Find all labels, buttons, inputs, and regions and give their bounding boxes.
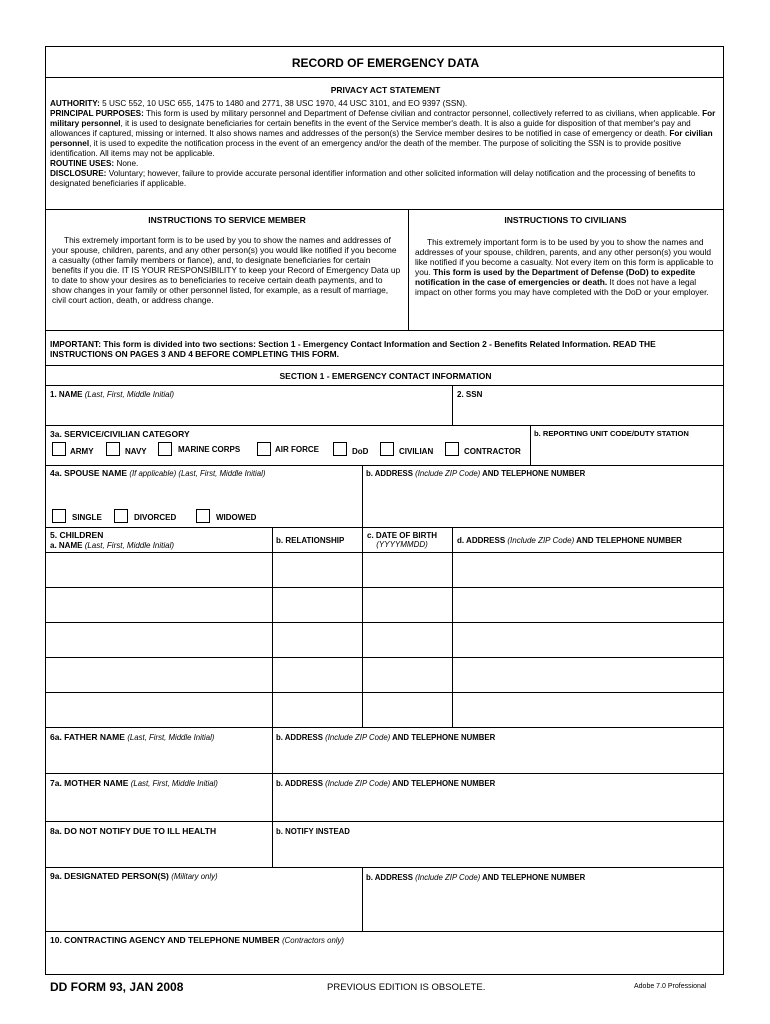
widowed-checkbox[interactable]: [196, 509, 210, 523]
child-row[interactable]: [46, 553, 723, 587]
father-address-field[interactable]: [276, 745, 720, 771]
contractor-label: CONTRACTOR: [464, 447, 521, 456]
reporting-unit-field[interactable]: [534, 441, 720, 463]
children-label: 5. CHILDREN: [50, 530, 104, 540]
purposes-bold: For military personnel: [50, 109, 716, 128]
divider: [46, 425, 723, 426]
divider: [408, 209, 409, 330]
do-not-notify-field[interactable]: [50, 839, 268, 865]
contractor-checkbox[interactable]: [445, 442, 459, 456]
army-label: ARMY: [70, 447, 94, 456]
purposes-text: , it is used to expedite the notification process in the event of an emergency and/or the death of the member. The purpose of soliciting the SSN is to provide positive identification. All items may not be applicable.: [50, 139, 682, 158]
marine-corps-label: MARINE CORPS: [178, 445, 241, 454]
divider: [46, 821, 723, 822]
air-force-label: AIR FORCE: [275, 445, 319, 454]
divorced-checkbox[interactable]: [114, 509, 128, 523]
civilian-bold-text: This form is used by the Department of Defense (DoD) to expedite notification in the case of emergencies or death.: [415, 267, 696, 287]
civilian-text: It does not have a legal impact on other forms you may have completed with the DoD or your employer.: [415, 277, 709, 297]
dod-checkbox[interactable]: [333, 442, 347, 456]
mother-address-field[interactable]: [276, 791, 720, 819]
father-address-label: b. ADDRESS (Include ZIP Code) AND TELEPHONE NUMBER: [276, 733, 496, 742]
designated-address-label: b. ADDRESS (Include ZIP Code) AND TELEPHONE NUMBER: [366, 873, 586, 882]
civilian-instructions-text: [415, 237, 720, 297]
divider: [46, 931, 723, 932]
name-field[interactable]: [50, 400, 448, 422]
routine-label: ROUTINE USES:: [50, 159, 115, 168]
child-row[interactable]: [46, 588, 723, 622]
routine-text: None.: [116, 159, 139, 168]
form-id: DD FORM 93, JAN 2008: [50, 980, 184, 994]
widowed-label: WIDOWED: [216, 513, 257, 522]
form-title: RECORD OF EMERGENCY DATA: [291, 56, 480, 70]
divider: [362, 867, 363, 931]
designated-person-field[interactable]: [50, 885, 358, 929]
ssn-label: 2. SSN: [457, 390, 483, 399]
contracting-agency-label: 10. CONTRACTING AGENCY AND TELEPHONE NUMBER (Contractors only): [50, 935, 345, 945]
divider: [272, 773, 273, 821]
divider: [272, 821, 273, 867]
father-name-label: 6a. FATHER NAME (Last, First, Middle Initial): [50, 732, 215, 742]
divider: [46, 365, 723, 366]
single-checkbox[interactable]: [52, 509, 66, 523]
civilian-instructions-heading: INSTRUCTIONS TO CIVILIANS: [504, 215, 627, 225]
purposes-bold: For civilian personnel: [50, 129, 713, 148]
relationship-label: b. RELATIONSHIP: [276, 536, 345, 545]
purposes-text: This form is used by military personnel and Department of Defense civilian and contractor personnel, collectively referred to as civilians, when applicable.: [146, 109, 700, 118]
child-row[interactable]: [46, 623, 723, 657]
designated-address-field[interactable]: [366, 885, 720, 929]
ssn-field[interactable]: [456, 400, 720, 422]
civilian-label: CIVILIAN: [399, 447, 434, 456]
spouse-address-label: b. ADDRESS (Include ZIP Code) AND TELEPHONE NUMBER: [366, 469, 586, 478]
spouse-address-field[interactable]: [366, 481, 720, 525]
civilian-checkbox[interactable]: [380, 442, 394, 456]
spouse-name-field[interactable]: [50, 481, 358, 505]
navy-checkbox[interactable]: [106, 442, 120, 456]
divider: [46, 527, 723, 528]
divider: [46, 465, 723, 466]
privacy-heading: PRIVACY ACT STATEMENT: [330, 85, 441, 95]
divider: [46, 867, 723, 868]
father-name-field[interactable]: [50, 745, 268, 771]
mother-name-field[interactable]: [50, 791, 268, 819]
civilian-text: This extremely important form is to be used by you to show the names and addresses of your spouse, children, parents, and any other person(s) you would like notified if you become a casualty. Not every item on this form is applicable to you.: [415, 237, 714, 277]
emergency-data-form: [45, 46, 724, 975]
marine-corps-checkbox[interactable]: [158, 442, 172, 456]
notify-instead-label: b. NOTIFY INSTEAD: [276, 827, 350, 836]
contracting-agency-field[interactable]: [50, 947, 720, 971]
privacy-statement: [50, 99, 720, 189]
name-label: 1. NAME (Last, First, Middle Initial): [50, 390, 175, 399]
mother-name-label: 7a. MOTHER NAME (Last, First, Middle Initial): [50, 778, 218, 788]
notify-instead-field[interactable]: [276, 839, 720, 865]
dob-label: c. DATE OF BIRTH (YYYYMMDD): [367, 531, 438, 549]
divider: [272, 727, 273, 773]
do-not-notify-label: 8a. DO NOT NOTIFY DUE TO ILL HEALTH: [50, 826, 217, 836]
single-label: SINGLE: [72, 513, 102, 522]
divider: [452, 385, 453, 425]
disclosure-text: Voluntary; however, failure to provide accurate personal identifier information and other solicited information will delay notification and the processing of benefits to designated beneficiaries if applicable.: [50, 169, 696, 188]
divider: [46, 209, 723, 210]
child-row[interactable]: [46, 658, 723, 692]
authority-label: AUTHORITY:: [50, 99, 100, 108]
children-name-label: a. NAME (Last, First, Middle Initial): [50, 541, 175, 550]
divider: [46, 727, 723, 728]
important-note: IMPORTANT: This form is divided into two sections: Section 1 - Emergency Contact Information and Section 2 - Benefits Related Information. READ THE INSTRUCTIONS ON PAGES 3 AND 4 BEFORE COMPLETING THIS FORM.: [50, 339, 656, 359]
category-label: 3a. SERVICE/CIVILIAN CATEGORY: [50, 429, 190, 439]
child-row[interactable]: [46, 693, 723, 727]
children-address-label: d. ADDRESS (Include ZIP Code) AND TELEPHONE NUMBER: [457, 536, 682, 545]
spouse-name-label: 4a. SPOUSE NAME (If applicable) (Last, First, Middle Initial): [50, 468, 266, 478]
navy-label: NAVY: [125, 447, 147, 456]
purposes-label: PRINCIPAL PURPOSES:: [50, 109, 144, 118]
divider: [46, 385, 723, 386]
divorced-label: DIVORCED: [134, 513, 177, 522]
authority-text: 5 USC 552, 10 USC 655, 1475 to 1480 and 2771, 38 USC 1970, 44 USC 3101, and EO 9397 (SSN).: [102, 99, 468, 108]
reporting-unit-label: b. REPORTING UNIT CODE/DUTY STATION: [534, 429, 689, 438]
purposes-text: , it is used to designate beneficiaries for certain benefits in the event of the Service member's death. It is also a guide for disposition of that member's pay and allowances if captured, missing or interned. It also shows names and addresses of the person(s) the Service member desires to be notified in case of emergency or death.: [50, 119, 691, 138]
section1-heading: SECTION 1 - EMERGENCY CONTACT INFORMATION: [279, 371, 492, 381]
divider: [530, 425, 531, 465]
software-note: Adobe 7.0 Professional: [634, 983, 707, 990]
divider: [46, 330, 723, 331]
edition-note: PREVIOUS EDITION IS OBSOLETE.: [327, 982, 486, 993]
member-instructions-heading: INSTRUCTIONS TO SERVICE MEMBER: [148, 215, 306, 225]
divider: [46, 77, 723, 78]
divider: [46, 773, 723, 774]
designated-person-label: 9a. DESIGNATED PERSON(S) (Military only): [50, 871, 218, 881]
divider: [362, 465, 363, 527]
member-instructions-text: This extremely important form is to be used by you to show the names and addresses of your spouse, children, parents, and any other person(s) you would like notified if you become a casualty (other family members or fiance), and, to designate beneficiaries for certain benefits if you die. IT IS YOUR RESPONSIBILITY to keep your Record of Emergency Data up to date to show your desires as to beneficiaries to receive certain death payments, and to show changes in your family or other personnel listed, for example, as a result of marriage, civil court action, death, or address change.: [52, 235, 401, 305]
dod-label: DoD: [352, 447, 369, 456]
disclosure-label: DISCLOSURE:: [50, 169, 107, 178]
air-force-checkbox[interactable]: [257, 442, 271, 456]
army-checkbox[interactable]: [52, 442, 66, 456]
mother-address-label: b. ADDRESS (Include ZIP Code) AND TELEPHONE NUMBER: [276, 779, 496, 788]
